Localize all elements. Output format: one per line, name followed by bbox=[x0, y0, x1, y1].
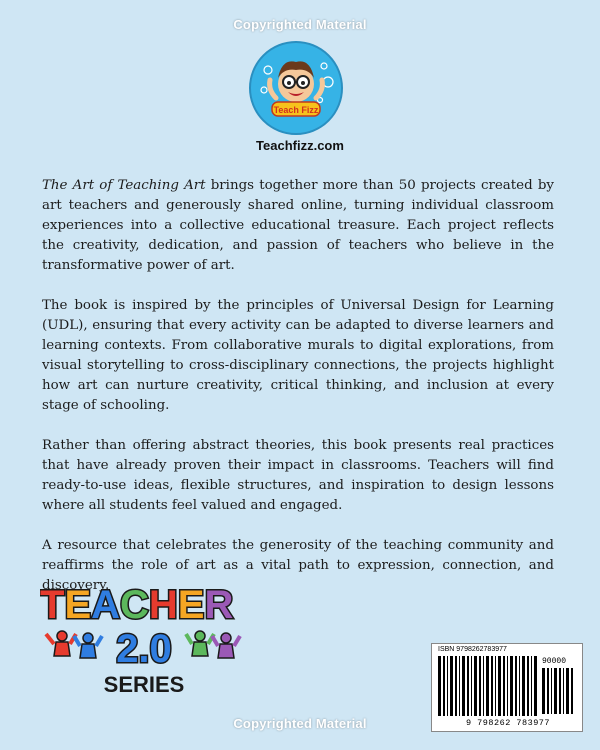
teacher-series-logo bbox=[40, 570, 260, 700]
paragraph-2: The book is inspired by the principles of Universal Design for Learning (UDL), ensuring that every activity can be adapted to diverse learners and learning contexts. From collaborative murals to digital explorations, from visual storytelling to cross-disciplinary connections, the projects highlight how art can nurture creativity, critical thinking, and inclusion at every stage of schooling. bbox=[42, 298, 554, 413]
paragraph-4: A resource that celebrates the generosity of the teaching community and reaffirms the role of art as a vital path to expression, connection, and discovery. bbox=[42, 538, 554, 593]
price-code: 90000 bbox=[542, 657, 567, 666]
book-title: The Art of Teaching Art bbox=[42, 178, 206, 193]
paragraph-3: Rather than offering abstract theories, this book presents real practices that have already proven their impact in classrooms. Teachers will find ready-to-use ideas, flexible structures, and inspiration to design lessons where all students feel valued and engaged. bbox=[42, 438, 554, 513]
svg-text:Teach Fizz: Teach Fizz bbox=[273, 105, 319, 115]
price-barcode-bars bbox=[542, 668, 576, 714]
back-cover-description bbox=[42, 176, 554, 616]
paragraph-1-text: brings together more than 50 projects created by art teachers and generously shared online, turning individual classroom experiences into a collective educational treasure. Each project reflects the creativity, dedication, and passion of teachers who believe in the transformative power of art. bbox=[42, 178, 554, 273]
isbn-digits: 9 798262 783977 bbox=[465, 718, 550, 728]
isbn-label: ISBN 9798262783977 bbox=[438, 646, 507, 653]
barcode-bars bbox=[438, 656, 538, 716]
teachfizz-logo bbox=[248, 40, 344, 136]
watermark-top: Copyrighted Material bbox=[233, 17, 367, 32]
teacher-word: TEACHER bbox=[40, 583, 234, 627]
series-word: SERIES bbox=[103, 672, 185, 697]
teachfizz-caption: Teachfizz.com bbox=[256, 138, 344, 153]
watermark-bottom: Copyrighted Material bbox=[233, 716, 367, 731]
paragraph-1 bbox=[42, 176, 554, 276]
version-word: 2.0 bbox=[116, 627, 172, 671]
